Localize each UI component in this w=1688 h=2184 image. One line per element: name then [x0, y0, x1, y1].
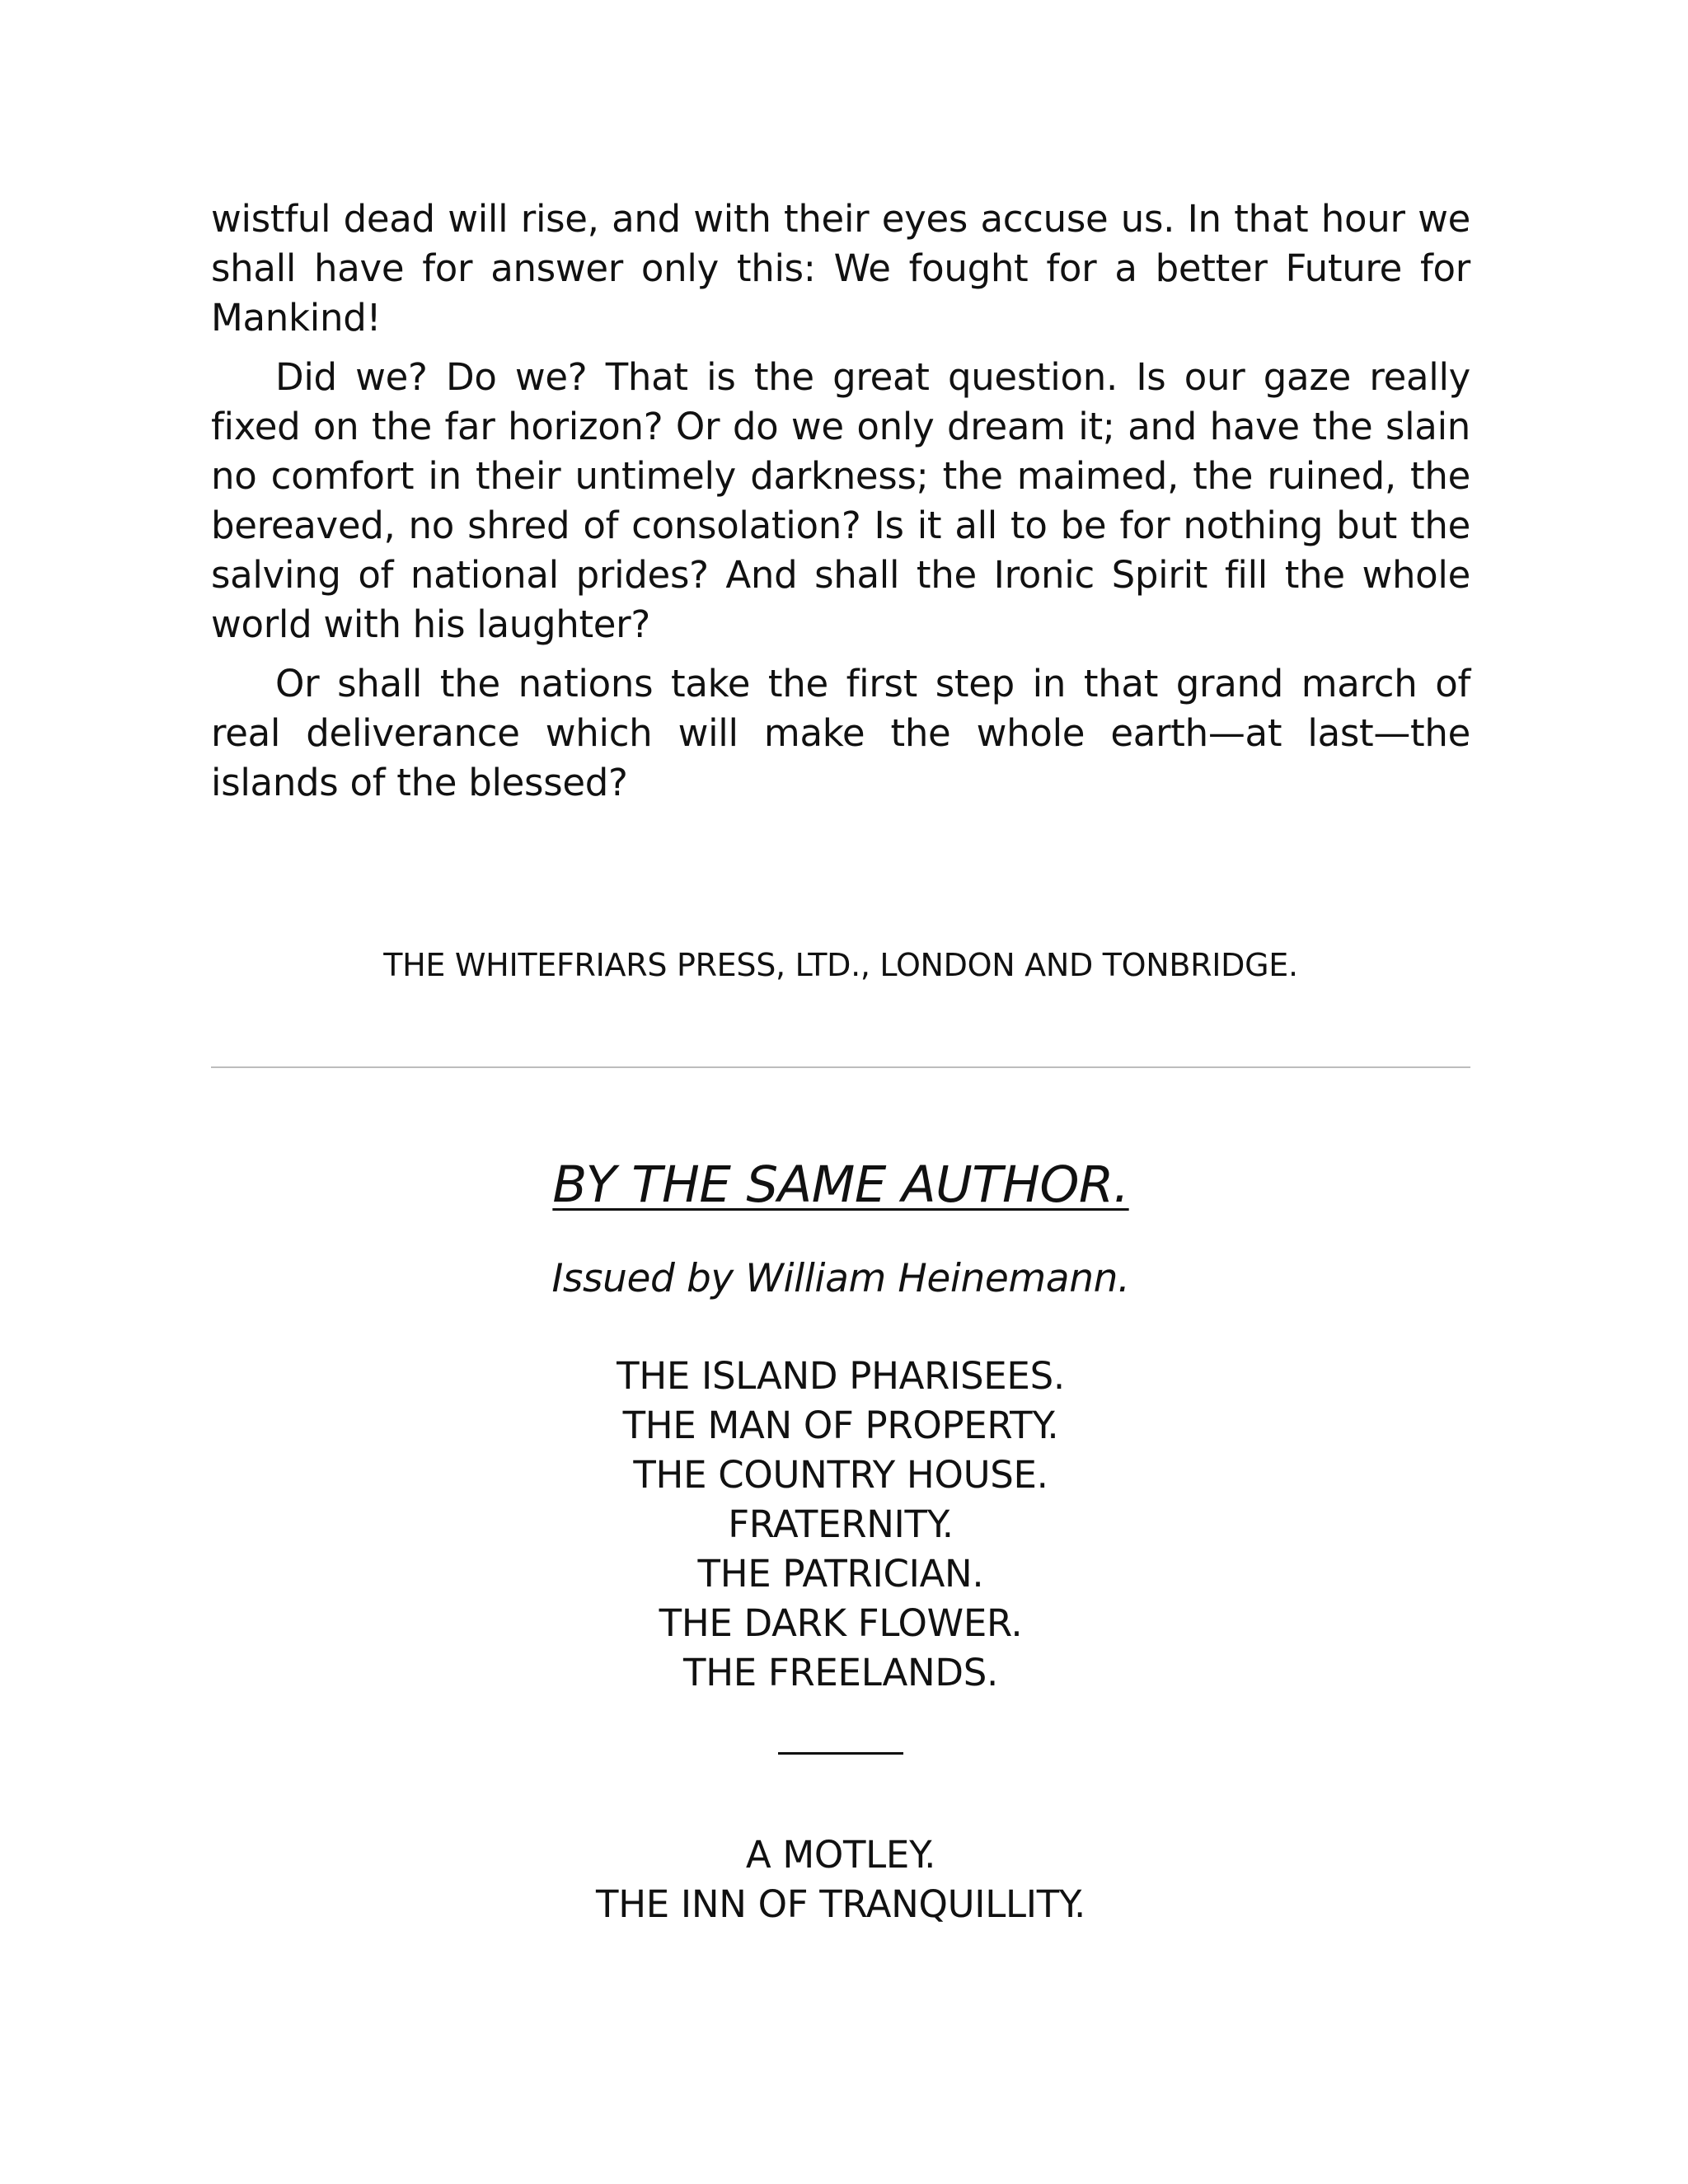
other-book-list: [211, 1830, 1470, 1929]
book-title: THE ISLAND PHARISEES.: [617, 1354, 1065, 1398]
book-title: THE COUNTRY HOUSE.: [633, 1453, 1048, 1497]
book-page: [211, 194, 1470, 1929]
page-separator: [211, 1066, 1470, 1068]
publisher-line: Issued by William Heinemann.: [551, 1256, 1130, 1301]
book-title: FRATERNITY.: [728, 1502, 954, 1546]
book-title: THE PATRICIAN.: [697, 1552, 984, 1596]
book-list: [211, 1352, 1470, 1698]
body-paragraph: Or shall the nations take the first step in that grand march of real deliverance which will make the whole earth—at last—the islands of the blessed?: [211, 662, 1470, 804]
body-paragraph: wistful dead will rise, and with their eyes accuse us. In that hour we shall have for answer only this: We fought for a better Future for Mankind!: [211, 197, 1470, 340]
printer-imprint: THE WHITEFRIARS PRESS, LTD., LONDON AND TONBRIDGE.: [383, 947, 1298, 983]
book-title: THE INN OF TRANQUILLITY.: [596, 1882, 1085, 1926]
book-title: THE FREELANDS.: [683, 1651, 998, 1694]
book-title: THE DARK FLOWER.: [659, 1601, 1023, 1645]
book-title: A MOTLEY.: [745, 1833, 936, 1877]
advert-heading: BY THE SAME AUTHOR.: [552, 1155, 1129, 1214]
body-paragraph: Did we? Do we? That is the great question. Is our gaze really fixed on the far horizon? Or do we only dream it; and have the slain no comfort in their untimely darkness; the maimed, the ruined, the bereaved, no shred of consolation? Is it all to be for nothing but the salving of national prides? And shall the Ironic Spirit fill the whole world with his laughter?: [211, 355, 1470, 646]
book-title: THE MAN OF PROPERTY.: [622, 1404, 1059, 1447]
list-divider: [778, 1752, 903, 1755]
